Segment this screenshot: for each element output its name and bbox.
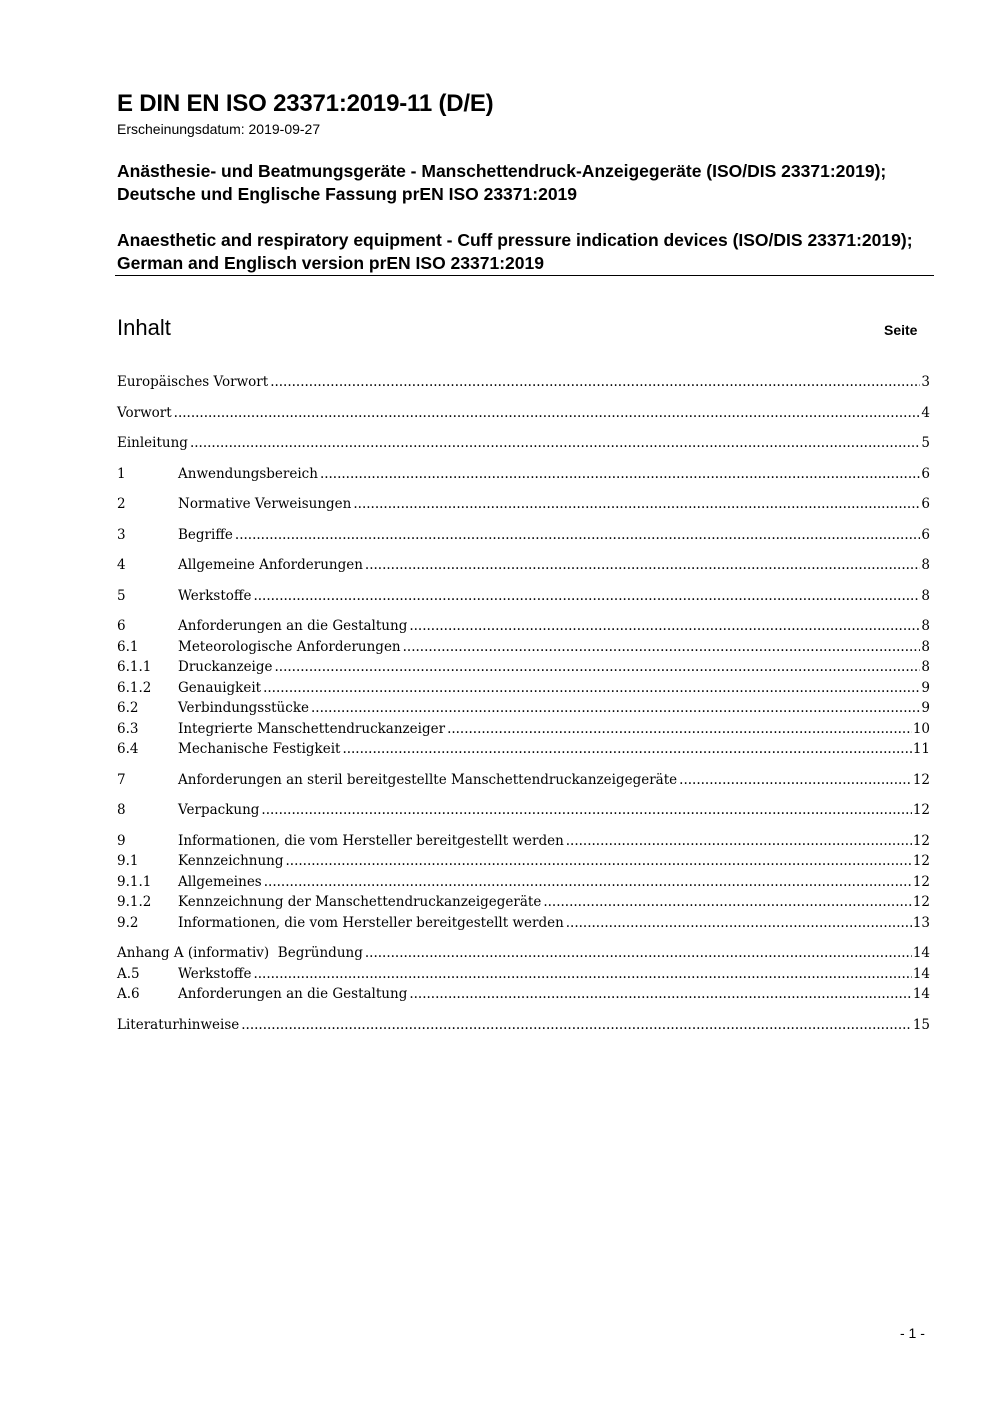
- toc-entry-label: Allgemeine Anforderungen: [178, 557, 363, 573]
- toc-leader-dots: [365, 943, 912, 963]
- toc-leader-dots: [566, 913, 912, 933]
- toc-entry-page: 8: [921, 587, 930, 604]
- toc-entry-label: Anhang A (informativ) Begründung: [117, 945, 363, 961]
- toc-entry-label: Anforderungen an die Gestaltung: [178, 986, 408, 1002]
- toc-entry-page: 15: [912, 1016, 930, 1033]
- title-divider: [115, 275, 934, 276]
- toc-entry-label: Vorwort: [117, 404, 172, 421]
- toc-entry[interactable]: [117, 739, 930, 760]
- toc-entry-number: 8: [117, 802, 126, 818]
- toc-entry-label: Allgemeines: [178, 873, 262, 890]
- toc-leader-dots: [190, 433, 920, 453]
- toc-entry-page: 12: [912, 802, 930, 818]
- toc-entry[interactable]: [117, 943, 930, 964]
- toc-entry-page: 6: [921, 496, 930, 512]
- toc-entry[interactable]: [117, 637, 930, 658]
- toc-entry[interactable]: [117, 913, 930, 934]
- toc-leader-dots: [409, 984, 911, 1004]
- toc-leader-dots: [286, 851, 912, 871]
- toc-entry[interactable]: [117, 1015, 930, 1036]
- toc-entry-number: 5: [117, 587, 126, 604]
- toc-entry-label: Werkstoffe: [178, 965, 252, 982]
- toc-entry-page: 14: [912, 986, 930, 1002]
- toc-leader-dots: [447, 719, 912, 739]
- toc-entry-label: Genauigkeit: [178, 679, 262, 696]
- toc-entry-label: Mechanische Festigkeit: [178, 741, 341, 757]
- toc-entry[interactable]: [117, 525, 930, 546]
- toc-entry[interactable]: [117, 984, 930, 1005]
- toc-entry[interactable]: [117, 403, 930, 424]
- toc-entry-label: Anforderungen an die Gestaltung: [178, 618, 408, 634]
- toc-entry-page: 3: [921, 374, 930, 390]
- toc-leader-dots: [311, 698, 920, 718]
- toc-entry-number: 6.1.1: [117, 659, 152, 675]
- toc-entry-number: 2: [117, 496, 126, 512]
- toc-entry[interactable]: [117, 657, 930, 678]
- toc-entry-page: 14: [912, 945, 930, 961]
- toc-entry-label: Informationen, die vom Hersteller bereitgestellt werden: [178, 832, 564, 849]
- toc-leader-dots: [566, 831, 912, 851]
- toc-entry-page: 8: [921, 659, 930, 675]
- toc-entry-number: 6.4: [117, 741, 139, 757]
- toc-heading: Inhalt: [117, 315, 171, 340]
- toc-entry-label: Kennzeichnung: [178, 853, 284, 869]
- toc-entry-label: Werkstoffe: [178, 587, 252, 604]
- toc-entry-page: 6: [921, 465, 930, 482]
- toc-entry-label: Begriffe: [178, 526, 233, 543]
- toc-entry[interactable]: [117, 851, 930, 872]
- toc-entry-page: 8: [921, 557, 930, 573]
- toc-entry-label: Verpackung: [178, 802, 260, 818]
- toc-entry-number: 6.1: [117, 638, 139, 655]
- toc-entry-number: 6.3: [117, 720, 139, 737]
- toc-entry-page: 8: [921, 638, 930, 655]
- title-german: Anästhesie- und Beatmungsgeräte - Manschettendruck-Anzeigegeräte (ISO/DIS 23371:2019); Deutsche und Englische Fassung prEN ISO 23371:2019: [117, 161, 887, 204]
- toc-entry-label: Anwendungsbereich: [178, 465, 318, 482]
- toc-entry[interactable]: [117, 616, 930, 637]
- page-number: - 1 -: [900, 1325, 925, 1341]
- toc-leader-dots: [174, 403, 921, 423]
- toc-entry[interactable]: [117, 555, 930, 576]
- toc-entry-label: Meteorologische Anforderungen: [178, 638, 401, 655]
- toc-entry-page: 6: [921, 526, 930, 543]
- toc-entry-page: 4: [921, 404, 930, 421]
- toc-entry-page: 12: [912, 771, 930, 788]
- toc-entry[interactable]: [117, 433, 930, 454]
- toc-leader-dots: [320, 464, 920, 484]
- toc-entry-number: 9.1.1: [117, 873, 152, 890]
- toc-leader-dots: [263, 678, 920, 698]
- toc-entry-number: A.6: [117, 986, 140, 1002]
- toc-leader-dots: [253, 964, 911, 984]
- toc-entry[interactable]: [117, 586, 930, 607]
- toc-entry-label: Literaturhinweise: [117, 1016, 240, 1033]
- toc-entry-page: 12: [912, 873, 930, 890]
- toc-leader-dots: [543, 892, 911, 912]
- toc-entry-number: 9.1: [117, 853, 139, 869]
- toc-leader-dots: [342, 739, 911, 759]
- title-english: Anaesthetic and respiratory equipment - Cuff pressure indication devices (ISO/DIS 23371:2019); German and Englisch version prEN ISO 23371:2019: [117, 230, 913, 273]
- toc-leader-dots: [679, 770, 912, 790]
- toc-entry-page: 8: [921, 618, 930, 634]
- toc-entry[interactable]: [117, 464, 930, 485]
- toc-entry[interactable]: [117, 698, 930, 719]
- toc-entry[interactable]: [117, 800, 930, 821]
- toc-entry-number: 9.1.2: [117, 894, 152, 910]
- toc-entry-page: 9: [921, 679, 930, 696]
- toc-entry-label: Europäisches Vorwort: [117, 374, 269, 390]
- toc-entry[interactable]: [117, 872, 930, 893]
- toc-entry-label: Einleitung: [117, 435, 188, 451]
- toc-leader-dots: [270, 372, 920, 392]
- toc-entry-number: 1: [117, 465, 126, 482]
- toc-leader-dots: [275, 657, 921, 677]
- toc-entry[interactable]: [117, 770, 930, 791]
- toc-entry-page: 10: [912, 720, 930, 737]
- toc-entry-label: Informationen, die vom Hersteller bereitgestellt werden: [178, 914, 564, 931]
- toc-page-column-label: Seite: [884, 322, 918, 338]
- toc-entry[interactable]: [117, 678, 930, 699]
- toc-leader-dots: [403, 637, 921, 657]
- toc-entry-number: 4: [117, 557, 126, 573]
- toc-entry-number: 6.2: [117, 700, 139, 716]
- toc-entry-label: Normative Verweisungen: [178, 496, 352, 512]
- toc-entry[interactable]: [117, 831, 930, 852]
- toc-leader-dots: [365, 555, 920, 575]
- toc-entry-number: 9: [117, 832, 126, 849]
- toc-entry-number: 7: [117, 771, 126, 788]
- toc-entry-number: 6: [117, 618, 126, 634]
- toc-entry-number: 9.2: [117, 914, 139, 931]
- toc-entry-page: 13: [912, 914, 930, 931]
- toc-entry-page: 12: [912, 894, 930, 910]
- toc-entry[interactable]: [117, 372, 930, 393]
- toc-leader-dots: [409, 616, 920, 636]
- toc-entry-label: Integrierte Manschettendruckanzeiger: [178, 720, 446, 737]
- toc-entry-label: Verbindungsstücke: [178, 700, 309, 716]
- toc-leader-dots: [235, 525, 921, 545]
- toc-leader-dots: [241, 1015, 912, 1035]
- toc-entry-label: Anforderungen an steril bereitgestellte Manschettendruckanzeigegeräte: [178, 771, 678, 788]
- toc-entry[interactable]: [117, 964, 930, 985]
- table-of-contents: [117, 372, 930, 1035]
- toc-entry-number: 3: [117, 526, 126, 543]
- toc-leader-dots: [253, 586, 920, 606]
- toc-leader-dots: [353, 494, 920, 514]
- toc-entry-page: 14: [912, 965, 930, 982]
- toc-entry-page: 12: [912, 853, 930, 869]
- document-id: E DIN EN ISO 23371:2019-11 (D/E): [117, 90, 494, 117]
- toc-entry-page: 5: [921, 435, 930, 451]
- toc-leader-dots: [264, 872, 912, 892]
- toc-entry-number: A.5: [117, 965, 140, 982]
- toc-leader-dots: [261, 800, 911, 820]
- toc-entry[interactable]: [117, 719, 930, 740]
- publication-date: Erscheinungsdatum: 2019-09-27: [117, 121, 321, 137]
- toc-entry-page: 9: [921, 700, 930, 716]
- toc-entry-label: Druckanzeige: [178, 659, 273, 675]
- toc-entry-label: Kennzeichnung der Manschettendruckanzeigegeräte: [178, 894, 542, 910]
- toc-entry[interactable]: [117, 494, 930, 515]
- toc-entry-page: 12: [912, 832, 930, 849]
- toc-entry-number: 6.1.2: [117, 679, 152, 696]
- toc-entry-page: 11: [912, 741, 930, 757]
- toc-entry[interactable]: [117, 892, 930, 913]
